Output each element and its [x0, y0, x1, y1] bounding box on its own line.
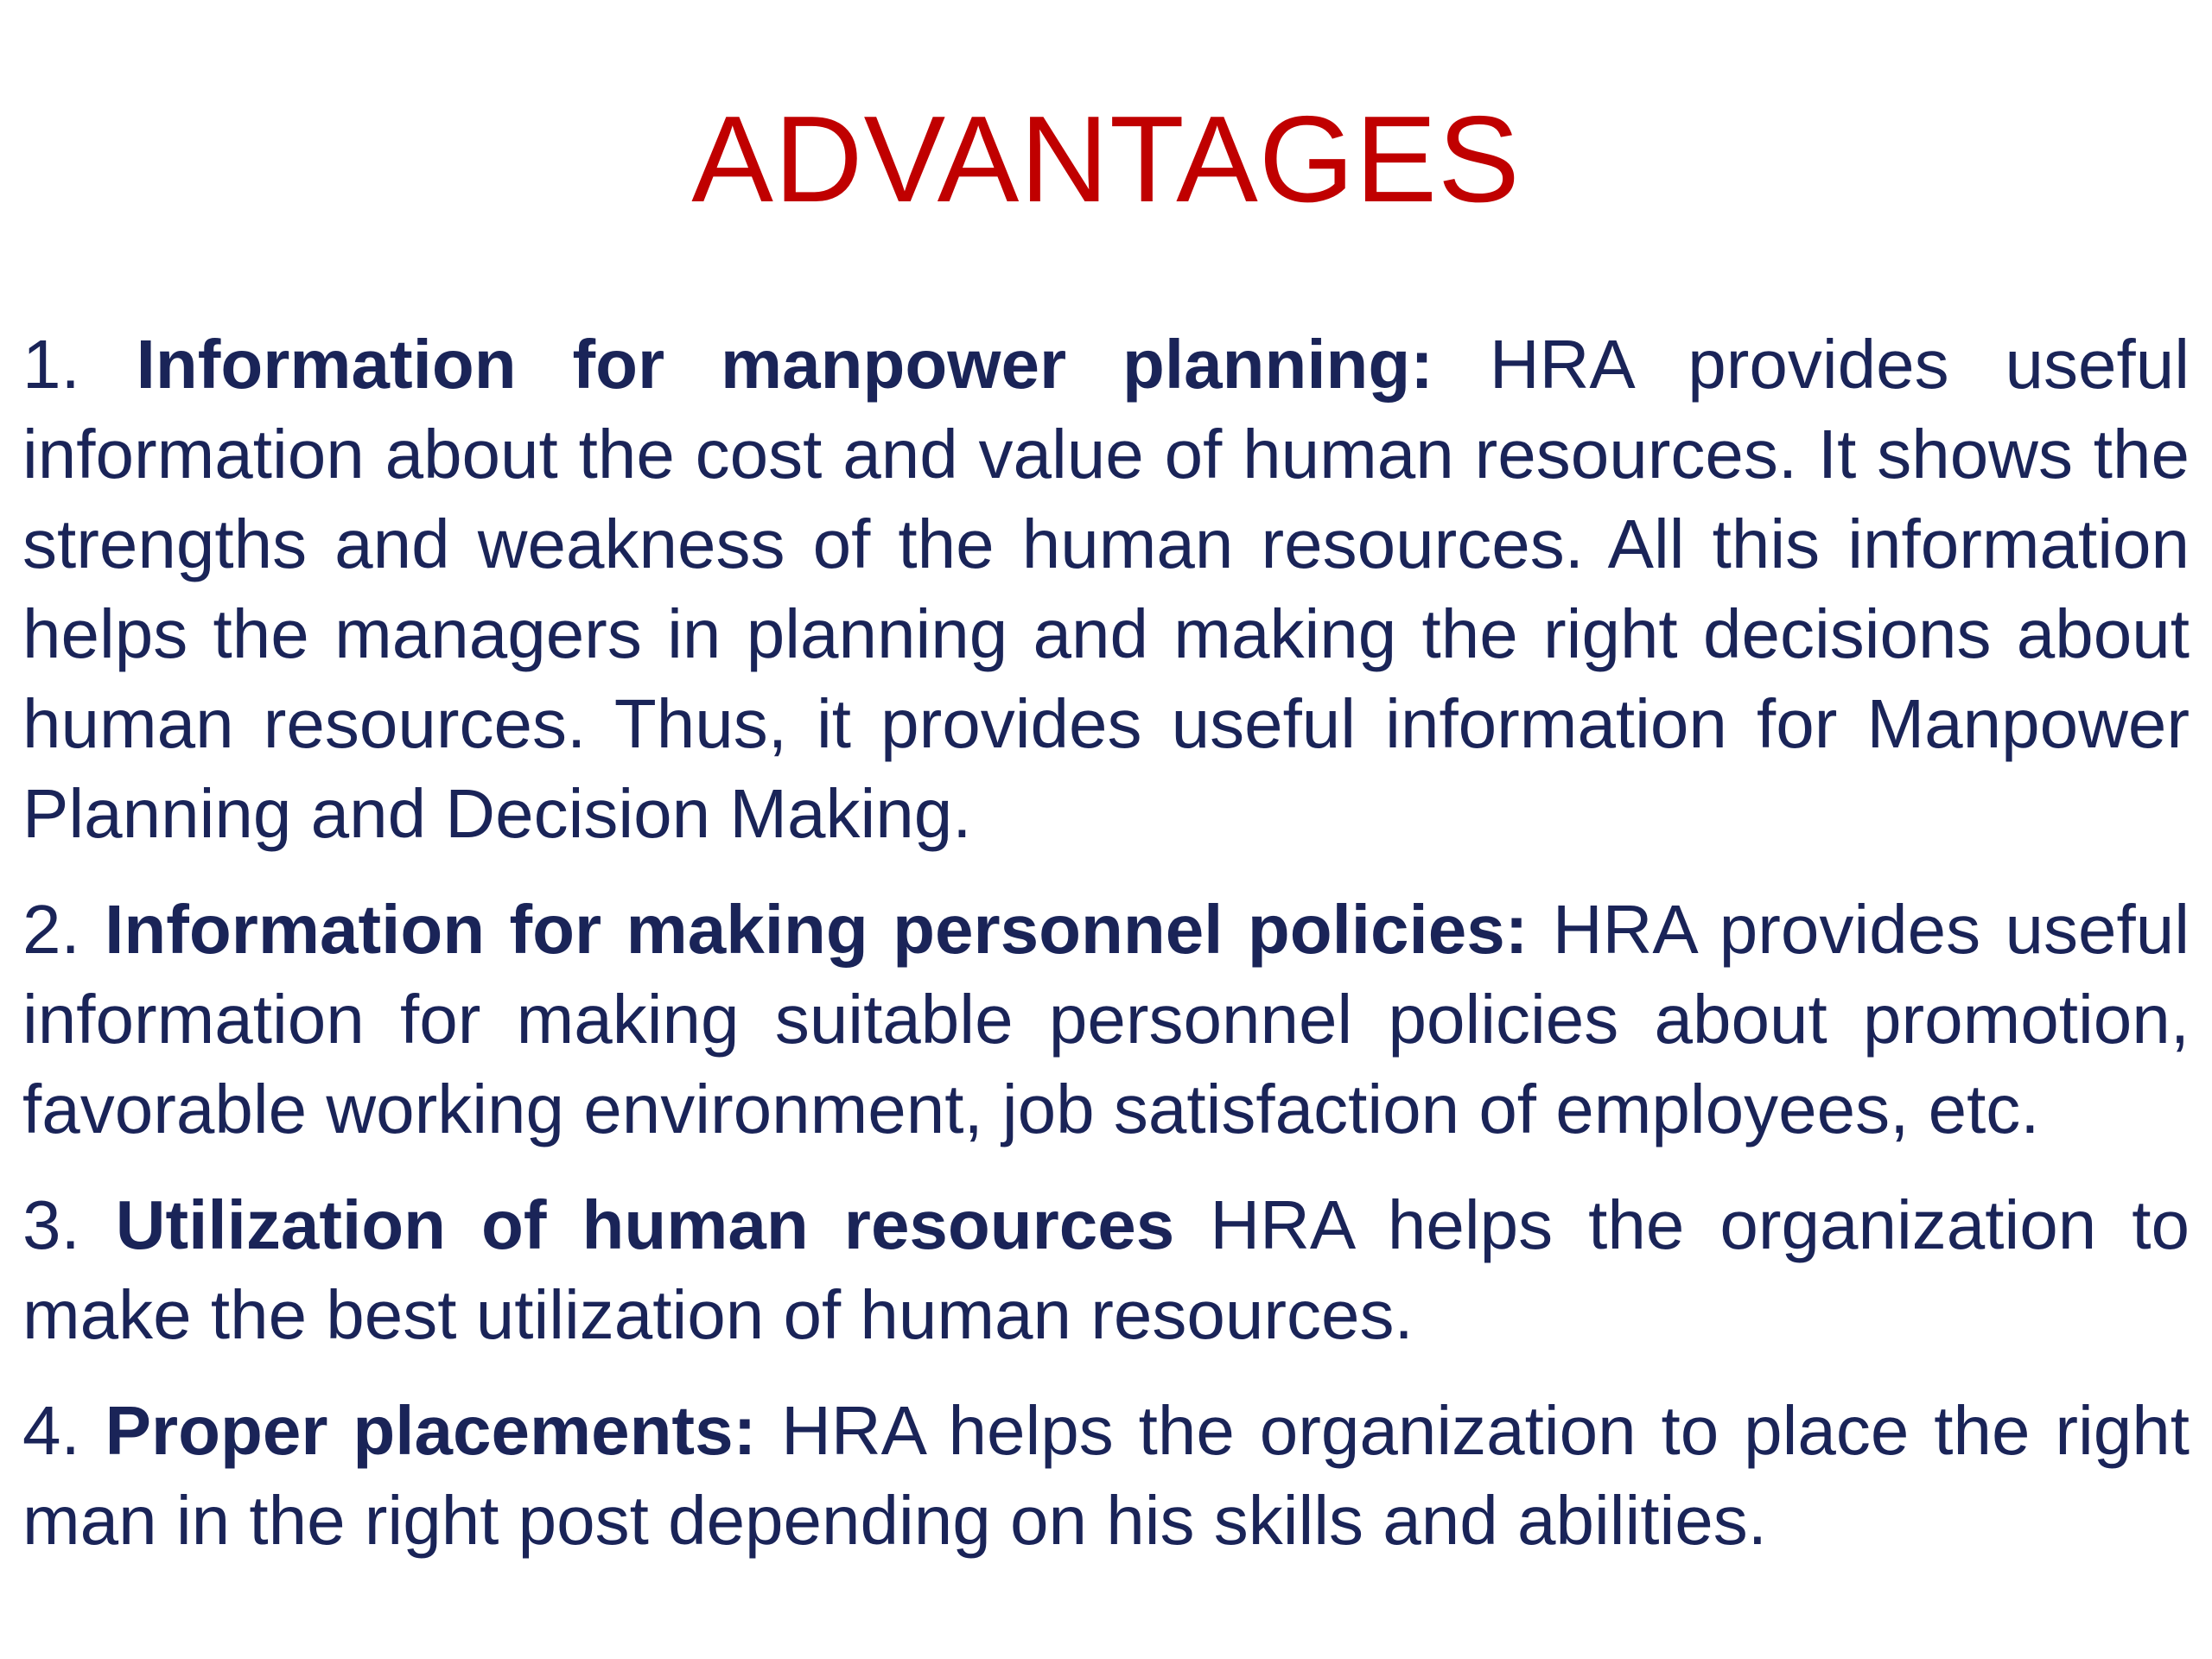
item-number: 3. [22, 1186, 80, 1263]
advantages-list [22, 320, 2190, 1592]
item-number: 4. [22, 1392, 80, 1469]
list-item [22, 885, 2190, 1154]
item-number: 1. [22, 326, 80, 403]
item-heading: Information for manpower planning: [136, 326, 1433, 403]
item-text: HRA helps the organization to make the best utilization of human resources. [22, 1186, 2190, 1353]
item-text: HRA provides useful information for making suitable personnel policies about promotion, favorable working environment, job satisfaction of employees, etc. [22, 891, 2190, 1147]
item-number: 2. [22, 891, 80, 968]
item-text: HRA provides useful information about the cost and value of human resources. It shows the strengths and weakness of the human resources. All this information helps the managers in planning and making the right decisions about human resources. Thus, it provides useful information for Manpower Planning and Decision Making. [22, 326, 2190, 852]
list-item [22, 320, 2190, 859]
item-text: HRA helps the organization to place the right man in the right post depending on his skills and abilities. [22, 1392, 2190, 1559]
item-heading: Information for making personnel policies: [105, 891, 1529, 968]
list-item [22, 1180, 2190, 1360]
slide-title: ADVANTAGES [691, 91, 1521, 228]
list-item [22, 1386, 2190, 1566]
item-heading: Proper placements: [105, 1392, 757, 1469]
item-heading: Utilization of human resources [115, 1186, 1175, 1263]
